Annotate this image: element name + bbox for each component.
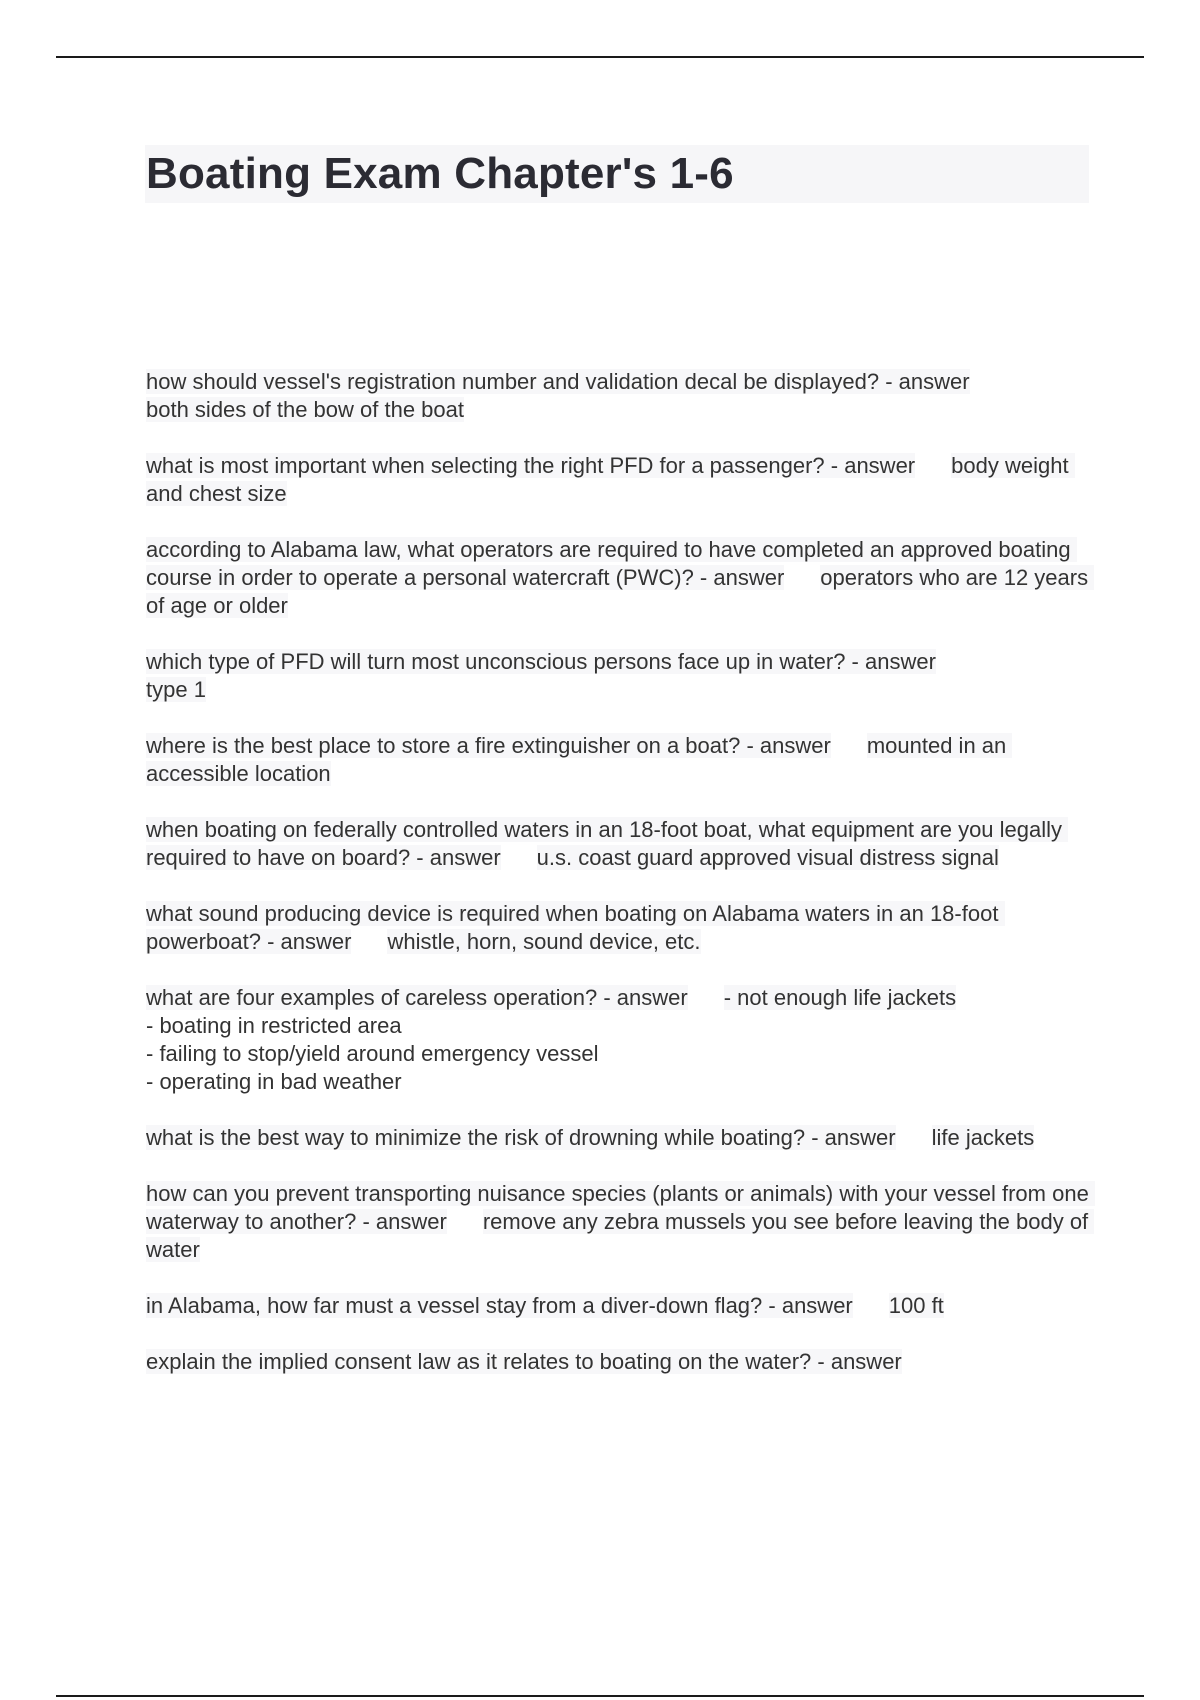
answer-text: remove any zebra mussels you see before leaving the body of water xyxy=(146,1209,1095,1262)
question-text: how can you prevent transporting nuisance species (plants or animals) with your vessel from one waterway to another? - answer xyxy=(146,1181,1095,1234)
question-text: where is the best place to store a fire extinguisher on a boat? - answer xyxy=(146,733,831,758)
qa-item xyxy=(146,1348,1090,1376)
qa-item xyxy=(146,536,1095,620)
qa-item xyxy=(146,452,1090,508)
top-divider xyxy=(56,56,1144,58)
answer-text: whistle, horn, sound device, etc. xyxy=(387,929,701,954)
answer-text: type 1 xyxy=(146,677,206,702)
answer-text: body weight and chest size xyxy=(146,453,1075,506)
answer-text: both sides of the bow of the boat xyxy=(146,397,465,422)
qa-item xyxy=(146,984,1090,1096)
qa-item xyxy=(146,648,1090,704)
question-text: in Alabama, how far must a vessel stay from a diver-down flag? - answer xyxy=(146,1293,853,1318)
question-text: what is most important when selecting the right PFD for a passenger? - answer xyxy=(146,453,916,478)
question-text: what sound producing device is required when boating on Alabama waters in an 18-foot powerboat? - answer xyxy=(146,901,1005,954)
qa-list xyxy=(146,368,1095,1404)
answer-text: mounted in an accessible location xyxy=(146,733,1013,786)
answer-text: u.s. coast guard approved visual distress signal xyxy=(536,845,999,870)
answer-text: 100 ft xyxy=(888,1293,944,1318)
qa-item xyxy=(146,732,1090,788)
answer-text: life jackets xyxy=(931,1125,1035,1150)
question-text: which type of PFD will turn most unconscious persons face up in water? - answer xyxy=(146,649,936,674)
answer-list-line: - boating in restricted area xyxy=(146,1013,402,1038)
answer-list-line: - failing to stop/yield around emergency vessel xyxy=(146,1041,599,1066)
qa-item xyxy=(146,1292,1090,1320)
qa-item xyxy=(146,900,1090,956)
question-text: when boating on federally controlled waters in an 18-foot boat, what equipment are you legally required to have on board? - answer xyxy=(146,817,1069,870)
answer-list-line: - operating in bad weather xyxy=(146,1069,402,1094)
page-title: Boating Exam Chapter's 1-6 xyxy=(146,149,734,198)
answer-text: - not enough life jackets xyxy=(723,985,957,1010)
question-text: what are four examples of careless operation? - answer xyxy=(146,985,688,1010)
bottom-divider xyxy=(56,1695,1144,1697)
question-text: how should vessel's registration number and validation decal be displayed? - answer xyxy=(146,369,970,394)
answer-text: operators who are 12 years of age or older xyxy=(146,565,1095,618)
question-text: what is the best way to minimize the risk of drowning while boating? - answer xyxy=(146,1125,896,1150)
question-text: explain the implied consent law as it relates to boating on the water? - answer xyxy=(146,1349,902,1374)
qa-item xyxy=(146,368,1090,424)
qa-item xyxy=(146,816,1090,872)
question-text: according to Alabama law, what operators are required to have completed an approved boating course in order to operate a personal watercraft (PWC)? - answer xyxy=(146,537,1077,590)
qa-item xyxy=(146,1180,1095,1264)
qa-item xyxy=(146,1124,1090,1152)
